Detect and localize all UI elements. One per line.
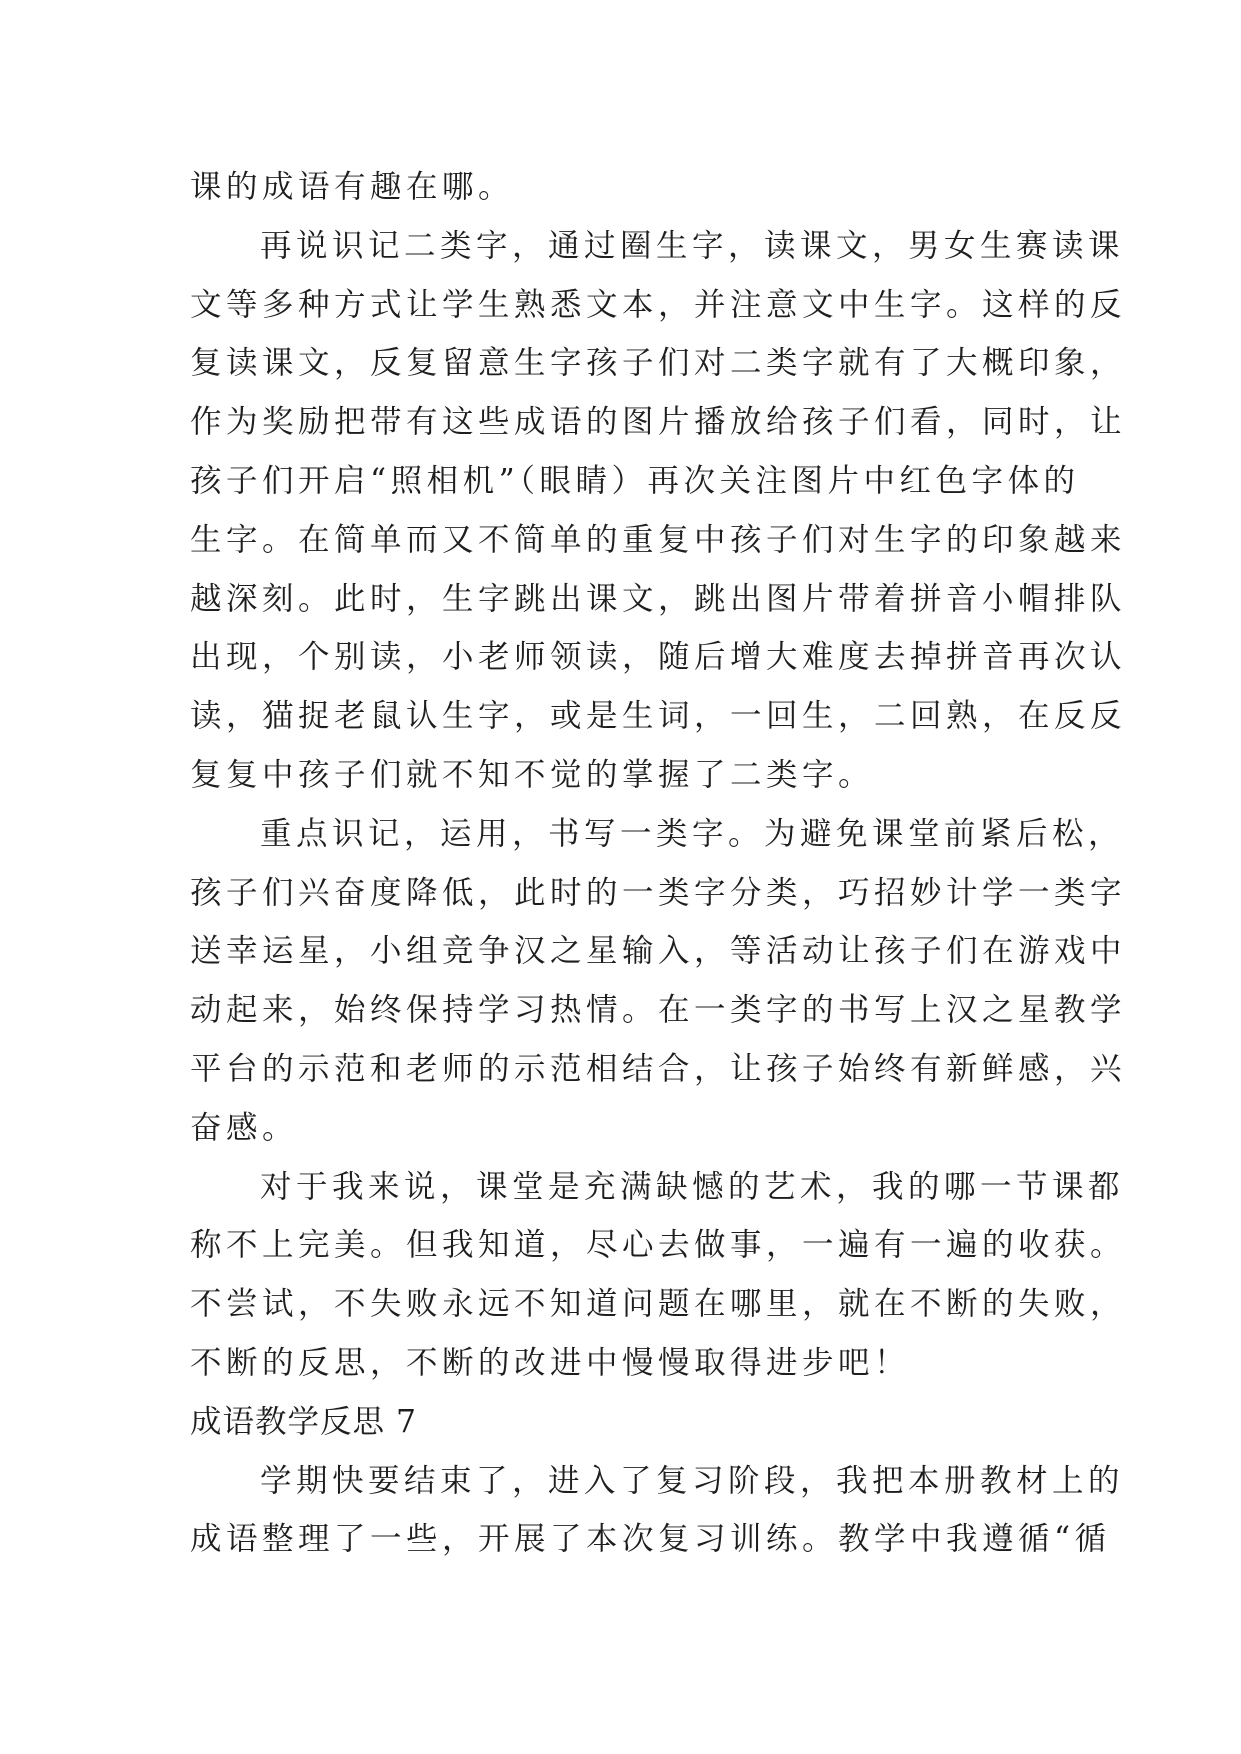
paragraph-start: 对于我来说，课堂是充满缺憾的艺术，我的哪一节课都	[260, 1168, 1125, 1205]
text-line: 文等多种方式让学生熟悉文本，并注意文中生字。这样的反	[190, 286, 1127, 323]
text-line: 作为奖励把带有这些成语的图片播放给孩子们看，同时，让	[190, 404, 1127, 441]
section-heading: 成语教学反思 7	[190, 1403, 418, 1440]
text-line: 课的成语有趣在哪。	[190, 169, 515, 205]
text-line: 送幸运星，小组竞争汉之星输入，等活动让孩子们在游戏中	[190, 933, 1127, 970]
text-line: 生字。在简单而又不简单的重复中孩子们对生字的印象越来	[190, 521, 1127, 558]
text-line: 复读课文，反复留意生字孩子们对二类字就有了大概印象，	[190, 345, 1127, 382]
text-line: 称不上完美。但我知道，尽心去做事，一遍有一遍的收获。	[190, 1227, 1127, 1264]
text-line: 不尝试，不失败永远不知道问题在哪里，就在不断的失败，	[190, 1286, 1127, 1323]
text-line: 出现，个别读，小老师领读，随后增大难度去掉拼音再次认	[190, 639, 1127, 676]
text-line: 复复中孩子们就不知不觉的掌握了二类字。	[190, 756, 875, 793]
paragraph-start: 学期快要结束了，进入了复习阶段，我把本册教材上的	[260, 1462, 1125, 1499]
text-line: 读，猫捉老鼠认生字，或是生词，一回生，二回熟，在反反	[190, 698, 1127, 735]
paragraph-start: 再说识记二类字，通过圈生字，读课文，男女生赛读课	[260, 227, 1125, 264]
text-line: 平台的示范和老师的示范相结合，让孩子始终有新鲜感，兴	[190, 1050, 1127, 1087]
text-line: 越深刻。此时，生字跳出课文，跳出图片带着拼音小帽排队	[190, 580, 1127, 617]
text-line: 孩子们开启“照相机”（眼睛）再次关注图片中红色字体的	[190, 462, 1080, 499]
text-line: 不断的反思，不断的改进中慢慢取得进步吧！	[190, 1344, 911, 1381]
text-line: 奋感。	[190, 1109, 299, 1146]
text-line: 成语整理了一些，开展了本次复习训练。教学中我遵循“循	[190, 1521, 1111, 1558]
paragraph-start: 重点识记，运用，书写一类字。为避免课堂前紧后松，	[260, 815, 1125, 852]
document-body	[190, 158, 1127, 1569]
text-line: 孩子们兴奋度降低，此时的一类字分类，巧招妙计学一类字	[190, 874, 1127, 911]
text-line: 动起来，始终保持学习热情。在一类字的书写上汉之星教学	[190, 992, 1127, 1029]
